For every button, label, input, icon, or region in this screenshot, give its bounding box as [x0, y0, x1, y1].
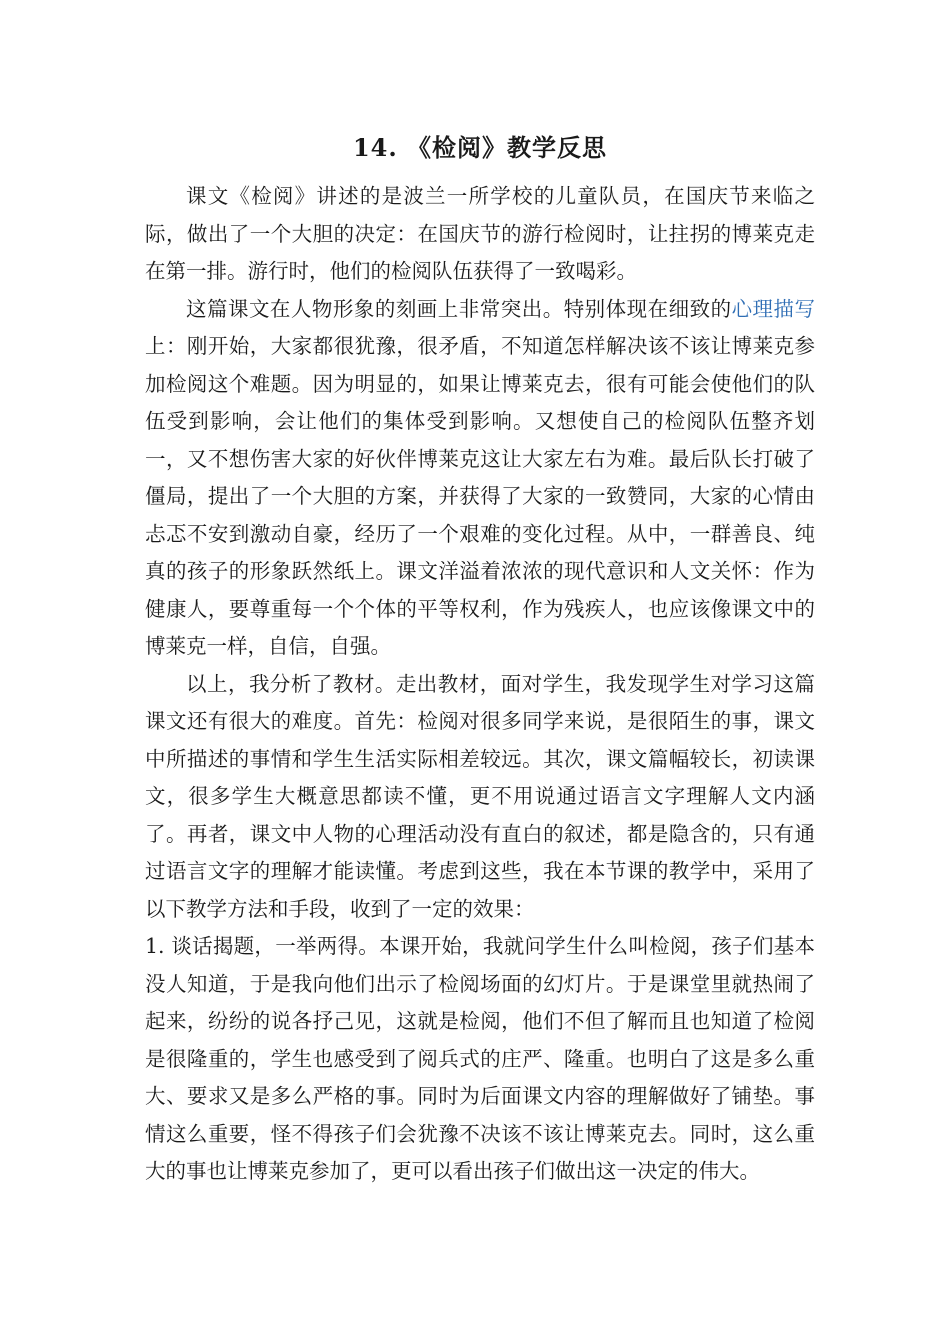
paragraph-intro: 课文《检阅》讲述的是波兰一所学校的儿童队员，在国庆节来临之际，做出了一个大胆的决定：在国庆节的游行检阅时，让拄拐的博莱克走在第一排。游行时，他们的检阅队伍获得了一致喝彩。 [145, 184, 815, 283]
document-page [145, 128, 815, 1191]
paragraph-analysis [145, 291, 815, 666]
link-psychological-description[interactable]: 心理描写 [731, 296, 816, 321]
paragraph-analysis-rest: 上：刚开始，大家都很犹豫，很矛盾，不知道怎样解决该不该让博莱克参加检阅这个难题。因为明显的，如果让博莱克去，很有可能会使他们的队伍受到影响，会让他们的集体受到影响。又想使自己的检阅队伍整齐划一，又不想伤害大家的好伙伴博莱克这让大家左右为难。最后队长打破了僵局，提出了一个大胆的方案，并获得了大家的一致赞同，大家的心情由忐忑不安到激动自豪，经历了一个艰难的变化过程。从中，一群善良、纯真的孩子的形象跃然纸上。课文洋溢着浓浓的现代意识和人文关怀：作为健康人，要尊重每一个个体的平等权利，作为残疾人，也应该像课文中的博莱克一样，自信，自强。 [145, 334, 815, 658]
paragraph-students: 以上，我分析了教材。走出教材，面对学生，我发现学生对学习这篇课文还有很大的难度。首先：检阅对很多同学来说，是很陌生的事，课文中所描述的事情和学生生活实际相差较远。其次，课文篇幅较长，初读课文，很多学生大概意思都读不懂，更不用说通过语言文字理解人文内涵了。再者，课文中人物的心理活动没有直白的叙述，都是隐含的，只有通过语言文字的理解才能读懂。考虑到这些，我在本节课的教学中，采用了以下教学方法和手段，收到了一定的效果： [145, 671, 815, 921]
paragraph-method-1: 1. 谈话揭题，一举两得。本课开始，我就问学生什么叫检阅，孩子们基本没人知道，于是我向他们出示了检阅场面的幻灯片。于是课堂里就热闹了起来，纷纷的说各抒己见，这就是检阅，他们不但了解而且也知道了检阅是很隆重的，学生也感受到了阅兵式的庄严、隆重。也明白了这是多么重大、要求又是多么严格的事。同时为后面课文内容的理解做好了铺垫。事情这么重要，怪不得孩子们会犹豫不决该不该让博莱克去。同时，这么重大的事也让博莱克参加了，更可以看出孩子们做出这一决定的伟大。 [145, 934, 815, 1183]
paragraph-analysis-start: 这篇课文在人物形象的刻画上非常突出。特别体现在细致的 [186, 296, 732, 321]
page-title: 14. 《检阅》教学反思 [352, 133, 608, 162]
